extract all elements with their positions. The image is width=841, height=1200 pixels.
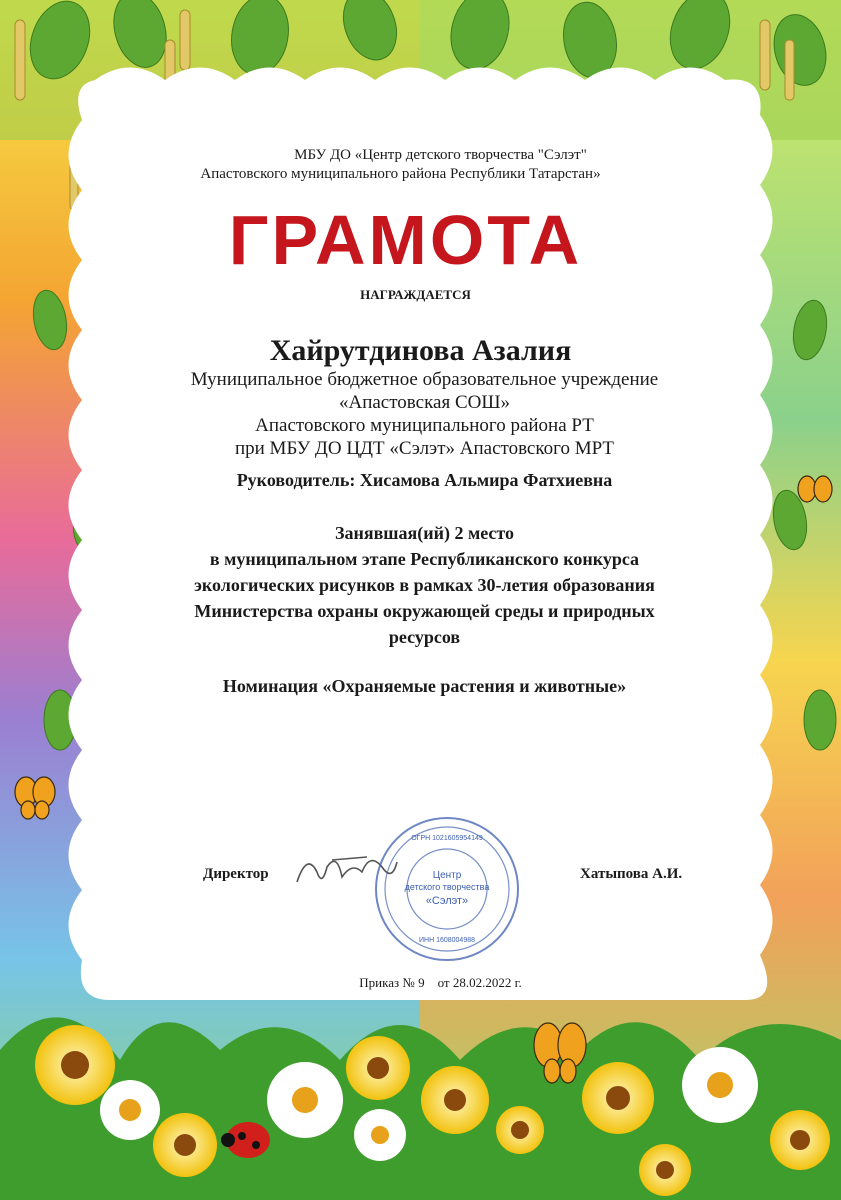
school-line-2: «Апастовская СОШ» [338,392,511,413]
achievement-line-5: ресурсов [388,627,461,647]
org-line-1: МБУ ДО «Центр детского творчества "Сэлэт" [294,147,587,163]
awarded-label: НАГРАЖДАЕТСЯ [360,287,471,302]
stamp-ring-text: ОГРН 1021605954149 [411,835,483,842]
recipient-name: Хайрутдинова Азалия [269,334,572,367]
order-line: Приказ № 9 от 28.02.2022 г. [359,975,522,990]
leader-line: Руководитель: Хисамова Альмира Фатхиевна [236,470,613,490]
official-stamp [372,814,522,964]
achievement-block [4,520,841,650]
school-line-3: Апастовского муниципального района РТ [255,415,594,436]
document-title: ГРАМОТА [228,201,583,279]
achievement-line-2: в муниципальном этапе Республиканского конкурса [209,549,640,569]
organization-header [40,146,841,184]
org-line-2: Апастовского муниципального района Республики Татарстан» [200,166,601,182]
achievement-line-4: Министерства охраны окружающей среды и природных [194,601,655,621]
achievement-line-3: экологических рисунков в рамках 30-летия образования [194,575,655,595]
stamp-center-line-1: Центр [432,870,462,881]
stamp-center-line-3: «Сэлэт» [425,895,469,907]
school-line-4: при МБУ ДО ЦДТ «Сэлэт» Апастовского МРТ [234,438,615,459]
stamp-inn-text: ИНН 1608004988 [418,937,476,944]
achievement-line-1: Занявшая(ий) 2 место [334,523,515,543]
school-info [4,368,841,460]
stamp-center-line-2: детского творчества [404,882,490,892]
school-line-1: Муниципальное бюджетное образовательное учреждение [190,369,659,390]
nomination-line: Номинация «Охраняемые растения и животные» [222,676,627,696]
director-name: Хатыпова А.И. [580,866,683,882]
director-label: Директор [203,866,269,882]
